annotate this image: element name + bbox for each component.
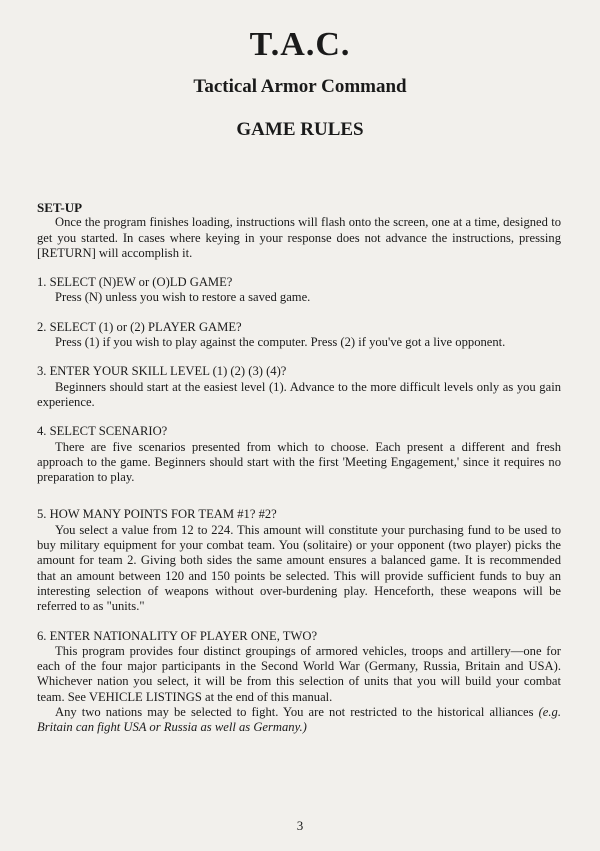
game-title: T.A.C. [249, 26, 351, 63]
rule-answer-text: Any two nations may be selected to fight. You are not restricted to the historical alliances [55, 705, 534, 720]
rule-italic-note: (e.g. Britain can fight USA or Russia as well as Germany.) [37, 705, 561, 735]
rule-question: 1. SELECT (N)EW or (O)LD GAME? [37, 275, 233, 290]
game-subtitle: Tactical Armor Command [193, 76, 407, 97]
rule-answer: Beginners should start at the easiest level (1). Advance to the more difficult levels only as you gain experience. [37, 379, 561, 409]
rule-item-3 [37, 364, 561, 410]
rule-answer: This program provides four distinct groupings of armored vehicles, troops and artillery—one for each of the four major participants in the Second World War (Germany, Russia, Britain and USA). Whichever nation you select, it will be from this selection of units that you will build your combat team. See VEHICLE LISTINGS at the end of this manual. [37, 643, 561, 704]
rule-item-5 [37, 507, 561, 614]
rule-item-1 [37, 275, 561, 306]
rule-item-6 [37, 629, 561, 736]
page-number: 3 [296, 818, 304, 833]
rule-answer: There are five scenarios presented from which to choose. Each present a different and fresh approach to the game. Beginners should start with the first 'Meeting Engagement,' since it requires no preparation to play. [37, 439, 561, 485]
rule-question: 4. SELECT SCENARIO? [37, 424, 168, 439]
rule-answer-continued [37, 705, 561, 736]
setup-text: Once the program finishes loading, instructions will flash onto the screen, one at a time, designed to get you started. In cases where keying in your response does not advance the instructions, pressing [RETURN] will accomplish it. [37, 215, 561, 260]
rule-answer: Press (1) if you wish to play against the computer. Press (2) if you've got a live opponent. [55, 335, 506, 350]
rule-answer: You select a value from 12 to 224. This amount will constitute your purchasing fund to be used to buy military equipment for your combat team. You (solitaire) or your opponent (two player) picks the amount for team 2. Giving both sides the same amount ensures a balanced game. It is recommended that an amount between 120 and 150 points be selected. This will provide sufficient funds to buy an interesting selection of weapons without over-burdening play. Henceforth, these weapons will be referred to as "units." [37, 522, 561, 614]
rule-item-2 [37, 320, 561, 351]
setup-section [37, 200, 561, 261]
rules-body [37, 200, 561, 736]
rule-answer: Press (N) unless you wish to restore a saved game. [55, 290, 311, 305]
rule-question: 3. ENTER YOUR SKILL LEVEL (1) (2) (3) (4)? [37, 364, 287, 379]
rule-item-4 [37, 424, 561, 485]
section-heading: GAME RULES [236, 119, 364, 140]
rule-question: 5. HOW MANY POINTS FOR TEAM #1? #2? [37, 507, 277, 522]
rule-question: 6. ENTER NATIONALITY OF PLAYER ONE, TWO? [37, 628, 318, 643]
setup-heading: SET-UP [37, 200, 83, 215]
rule-question: 2. SELECT (1) or (2) PLAYER GAME? [37, 319, 242, 334]
